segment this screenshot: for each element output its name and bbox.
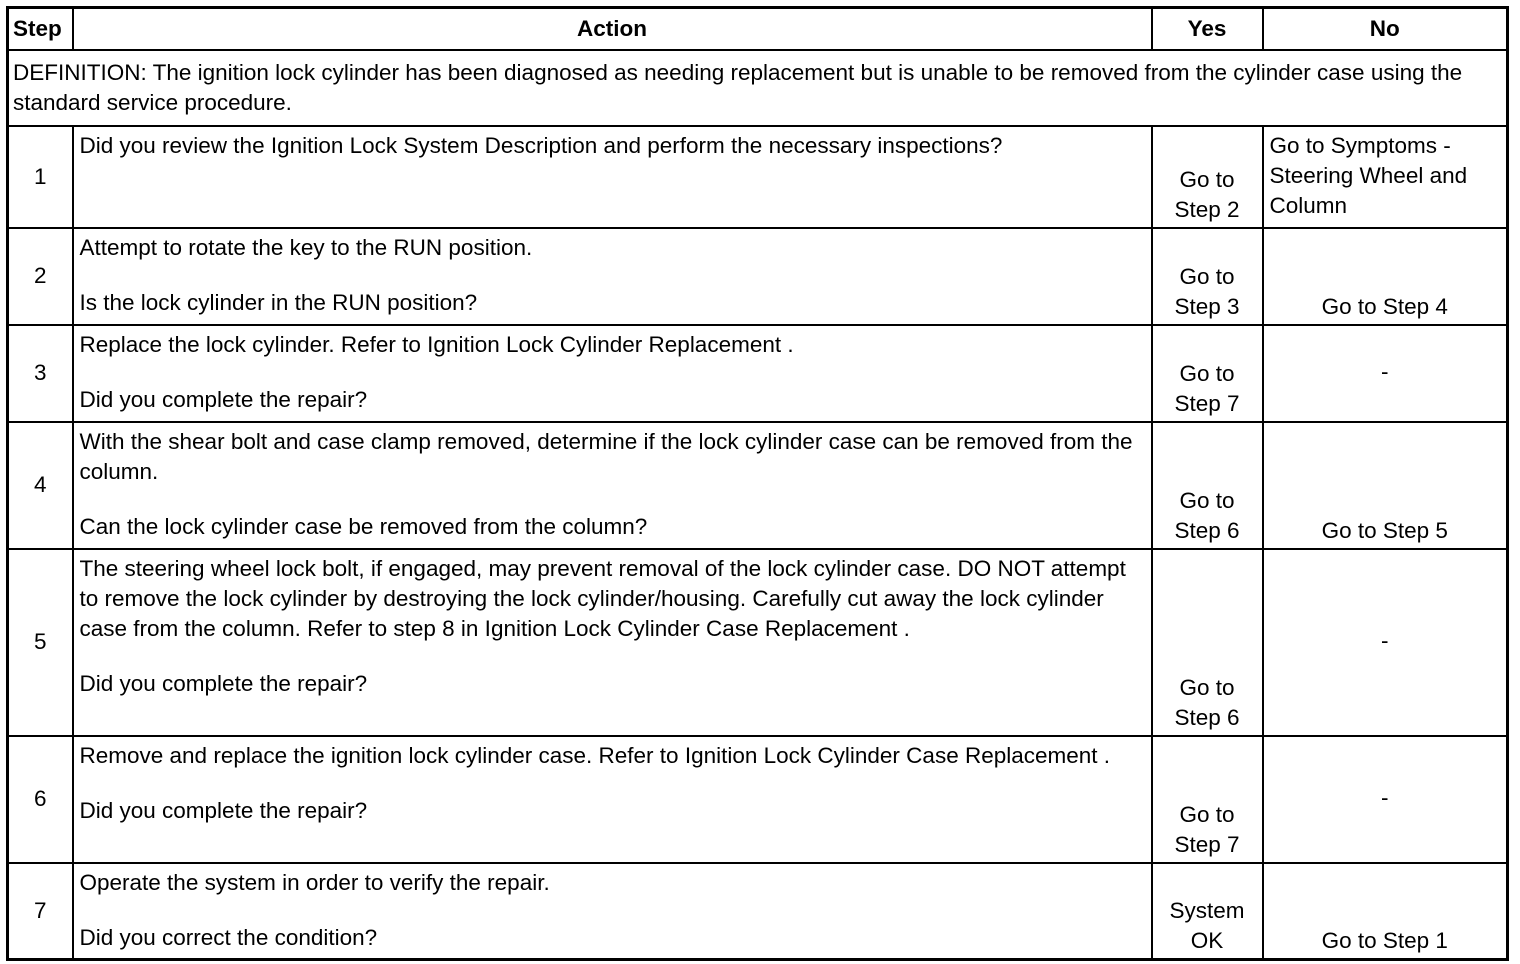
step-number: 1 xyxy=(8,126,73,228)
action-text: Attempt to rotate the key to the RUN position. xyxy=(79,234,533,260)
action-cell xyxy=(73,325,1152,422)
action-cell xyxy=(73,422,1152,549)
definition-row xyxy=(8,50,1508,126)
yes-cell xyxy=(1152,228,1263,325)
no-cell: - xyxy=(1263,549,1508,736)
table-row xyxy=(8,325,1508,422)
step-number: 5 xyxy=(8,549,73,736)
header-row xyxy=(8,8,1508,50)
yes-text: Step 7 xyxy=(1174,831,1240,857)
yes-text: Go to xyxy=(1179,360,1235,386)
action-question: Can the lock cylinder case be removed from the column? xyxy=(79,513,648,539)
yes-cell xyxy=(1152,736,1263,863)
yes-text: System xyxy=(1169,898,1245,923)
action-text: The steering wheel lock bolt, if engaged, may prevent removal of the lock cylinder case. DO NOT attempt to remove the lock cylinder by destroying the lock cylinder/housing. Carefully cut away the lock cylinder case from the column. Refer to step 8 in Ignition Lock Cylinder Case Replacement . xyxy=(79,555,1126,641)
action-cell xyxy=(73,228,1152,325)
table-row xyxy=(8,863,1508,960)
step-number: 2 xyxy=(8,228,73,325)
step-number: 3 xyxy=(8,325,73,422)
action-text: Remove and replace the ignition lock cylinder case. Refer to Ignition Lock Cylinder Case Replacement . xyxy=(79,742,1111,768)
table-row xyxy=(8,736,1508,863)
yes-text: OK xyxy=(1190,928,1224,953)
action-text: With the shear bolt and case clamp removed, determine if the lock cylinder case can be removed from the column. xyxy=(79,428,1133,484)
yes-cell xyxy=(1152,325,1263,422)
action-cell xyxy=(73,736,1152,863)
yes-text: Step 6 xyxy=(1174,704,1240,730)
action-question: Did you complete the repair? xyxy=(79,670,368,696)
no-cell: Go to Step 1 xyxy=(1263,863,1508,960)
no-cell: - xyxy=(1263,325,1508,422)
header-step: Step xyxy=(8,8,73,50)
header-no: No xyxy=(1263,8,1508,50)
header-action: Action xyxy=(73,8,1152,50)
action-text: Replace the lock cylinder. Refer to Ignition Lock Cylinder Replacement . xyxy=(79,331,794,357)
header-yes: Yes xyxy=(1152,8,1263,50)
table-row xyxy=(8,228,1508,325)
yes-text: Go to xyxy=(1179,674,1235,700)
yes-cell xyxy=(1152,863,1263,960)
action-question: Did you complete the repair? xyxy=(79,386,368,412)
no-cell: - xyxy=(1263,736,1508,863)
definition-text: DEFINITION: The ignition lock cylinder has been diagnosed as needing replacement but is unable to be removed from the cylinder case using the standard service procedure. xyxy=(8,50,1508,126)
action-cell xyxy=(73,863,1152,960)
table-row xyxy=(8,549,1508,736)
action-question: Did you correct the condition? xyxy=(79,924,378,950)
action-cell xyxy=(73,126,1152,228)
yes-text: Go to xyxy=(1179,487,1235,513)
action-text: Did you review the Ignition Lock System Description and perform the necessary inspections? xyxy=(79,132,1003,158)
yes-cell xyxy=(1152,126,1263,228)
step-number: 4 xyxy=(8,422,73,549)
yes-text: Step 7 xyxy=(1174,390,1240,416)
step-number: 7 xyxy=(8,863,73,960)
action-text: Operate the system in order to verify the repair. xyxy=(79,869,550,895)
yes-text: Step 6 xyxy=(1174,517,1240,543)
yes-text: Go to xyxy=(1179,801,1235,827)
yes-text: Go to xyxy=(1179,166,1235,192)
table-row xyxy=(8,422,1508,549)
action-question: Did you complete the repair? xyxy=(79,797,368,823)
no-cell: Go to Step 4 xyxy=(1263,228,1508,325)
step-number: 6 xyxy=(8,736,73,863)
yes-text: Step 3 xyxy=(1174,293,1240,319)
yes-cell xyxy=(1152,549,1263,736)
no-cell: Go to Symptoms - Steering Wheel and Column xyxy=(1263,126,1508,228)
diagnostic-table xyxy=(6,6,1509,961)
yes-cell xyxy=(1152,422,1263,549)
no-cell: Go to Step 5 xyxy=(1263,422,1508,549)
action-question: Is the lock cylinder in the RUN position? xyxy=(79,289,478,315)
table-row xyxy=(8,126,1508,228)
action-cell xyxy=(73,549,1152,736)
yes-text: Go to xyxy=(1179,263,1235,289)
yes-text: Step 2 xyxy=(1174,196,1240,222)
